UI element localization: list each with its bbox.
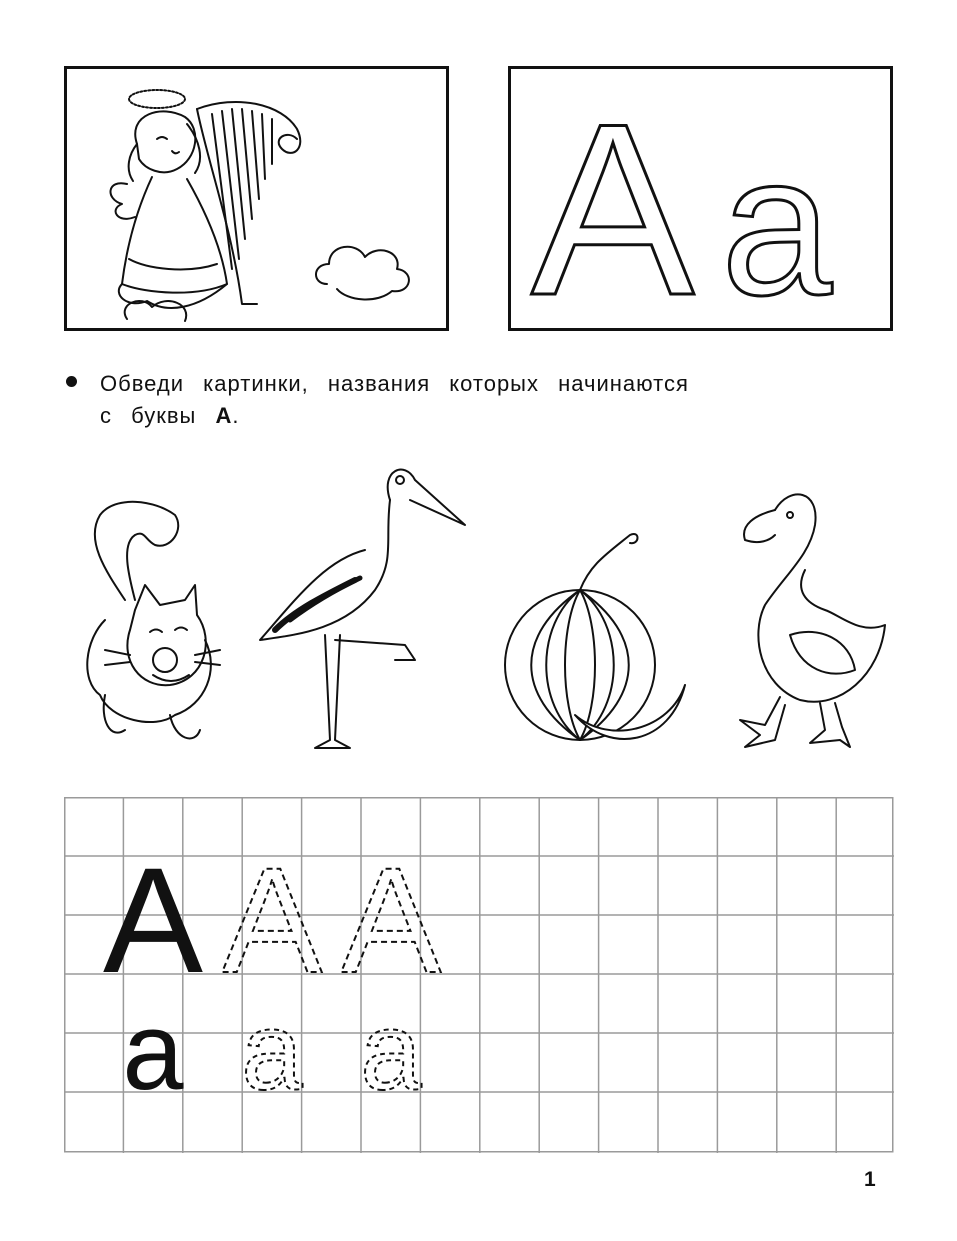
task-line-1: Обведи картинки, названия которых начинаются <box>100 371 689 396</box>
duck-picture[interactable] <box>730 485 890 755</box>
practice-grid[interactable] <box>64 797 894 1153</box>
sample-upper-solid: A <box>102 836 204 1004</box>
big-letter-upper: A <box>531 72 695 328</box>
cat-picture[interactable] <box>75 490 225 760</box>
angel-picture-frame <box>64 66 449 331</box>
outline-letters <box>511 69 890 328</box>
sample-upper-dashed-2: A <box>340 836 442 1004</box>
bullet-icon <box>66 376 77 387</box>
sample-lower-dashed-2: a <box>360 990 422 1113</box>
task-letter: А <box>215 403 233 428</box>
page-number: 1 <box>864 1168 876 1191</box>
big-letter-lower: a <box>721 114 833 328</box>
angel-harp-picture <box>67 69 446 328</box>
task-line-2 <box>100 400 689 432</box>
watermelon-picture[interactable] <box>500 525 700 760</box>
task-instruction <box>100 368 689 432</box>
task-line-2-prefix: с буквы <box>100 403 216 428</box>
sample-upper-dashed-1: A <box>221 836 323 1004</box>
task-line-2-suffix: . <box>232 403 240 428</box>
sample-lower-solid: a <box>122 990 184 1113</box>
sample-lower-dashed-1: a <box>241 990 303 1113</box>
letter-card-frame <box>508 66 893 331</box>
stork-picture[interactable] <box>255 460 470 755</box>
